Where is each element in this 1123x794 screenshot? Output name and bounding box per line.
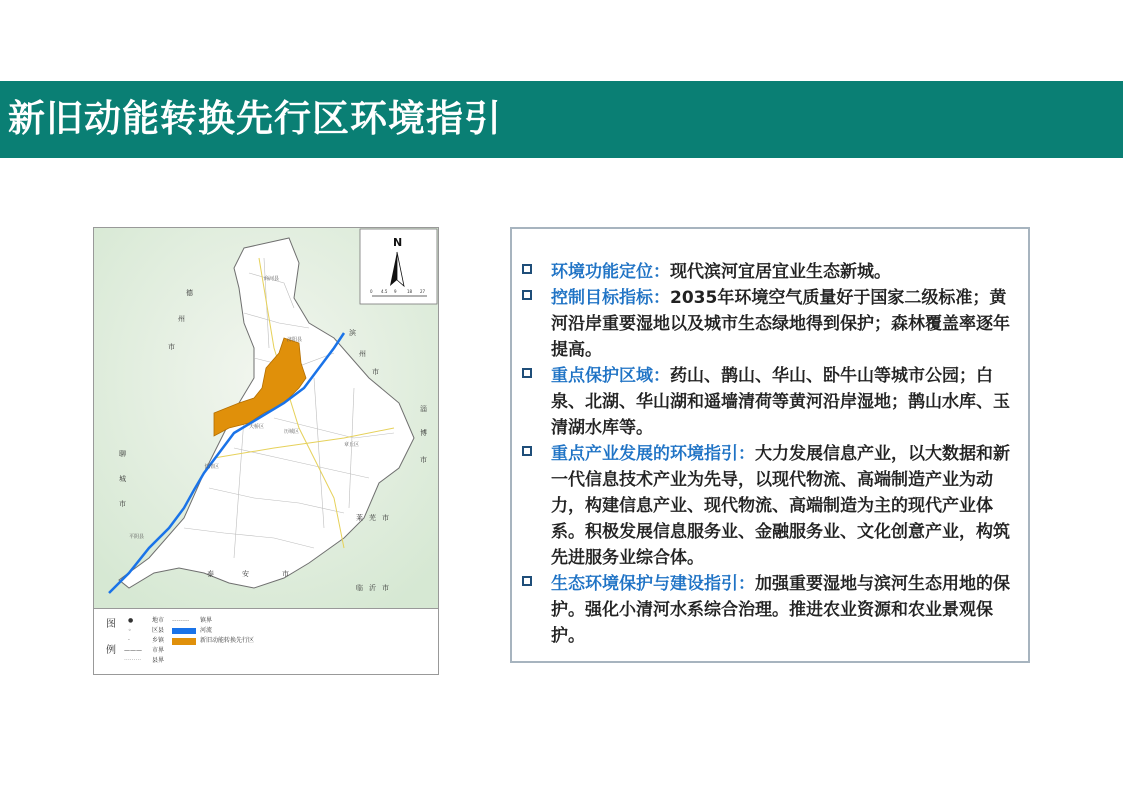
legend-town-border: 镇界 bbox=[200, 617, 213, 624]
item-body: 现代滨河宜居宜业生态新城。 bbox=[670, 262, 891, 282]
page-title: 新旧动能转换先行区环境指引 bbox=[8, 97, 502, 140]
map-figure bbox=[93, 227, 439, 675]
svg-text:德: 德 bbox=[186, 289, 193, 297]
square-bullet-icon bbox=[522, 290, 532, 300]
item-heading: 重点保护区域： bbox=[551, 366, 670, 386]
item-heading: 生态环境保护与建设指引： bbox=[551, 574, 755, 594]
square-bullet-icon bbox=[522, 368, 532, 378]
svg-text:济阳县: 济阳县 bbox=[287, 337, 303, 343]
legend-city-border: 市界 bbox=[152, 647, 165, 654]
legend-river: 河流 bbox=[200, 627, 213, 634]
item-body: 2035年环境空气质量好于国家二级标准；黄河沿岸重要湿地以及城市生态绿地得到保护；森林覆盖率逐年提高。 bbox=[551, 288, 1010, 360]
svg-text:州: 州 bbox=[178, 315, 185, 323]
svg-text:市: 市 bbox=[382, 514, 389, 522]
guideline-panel bbox=[510, 227, 1030, 663]
svg-text:4.5: 4.5 bbox=[381, 289, 388, 294]
item-heading: 环境功能定位： bbox=[551, 262, 670, 282]
svg-text:泰: 泰 bbox=[207, 570, 214, 578]
item-body: 药山、鹊山、华山、卧牛山等城市公园；白泉、北湖、华山湖和遥墙清荷等黄河沿岸湿地；鹊山水库、玉清湖水库等。 bbox=[551, 366, 1010, 438]
square-bullet-icon bbox=[522, 446, 532, 456]
svg-text:博: 博 bbox=[420, 429, 427, 437]
svg-text:市: 市 bbox=[119, 500, 126, 508]
svg-text:滨: 滨 bbox=[349, 329, 356, 337]
legend-zone-symbol bbox=[172, 638, 196, 645]
svg-text:历城区: 历城区 bbox=[284, 429, 300, 435]
svg-text:莱: 莱 bbox=[356, 514, 363, 522]
svg-text:市: 市 bbox=[420, 456, 427, 464]
legend-city-border-symbol: ——— bbox=[124, 647, 142, 654]
svg-text:芜: 芜 bbox=[369, 514, 376, 522]
legend-city: 地市 bbox=[152, 617, 165, 624]
svg-text:商河县: 商河县 bbox=[264, 276, 280, 282]
square-bullet-icon bbox=[522, 264, 532, 274]
square-bullet-icon bbox=[522, 576, 532, 586]
svg-text:长清区: 长清区 bbox=[204, 464, 220, 470]
svg-text:州: 州 bbox=[359, 350, 366, 358]
svg-text:市: 市 bbox=[382, 584, 389, 592]
item-heading: 控制目标指标： bbox=[551, 288, 670, 308]
item-heading: 重点产业发展的环境指引： bbox=[551, 444, 755, 464]
north-arrow bbox=[360, 229, 437, 304]
legend-town-border-symbol: -------- bbox=[172, 617, 190, 624]
svg-text:平阴县: 平阴县 bbox=[129, 534, 145, 540]
svg-text:临: 临 bbox=[356, 584, 363, 592]
legend-county-border-symbol: ········· bbox=[124, 657, 142, 664]
legend-heading-1: 图 bbox=[106, 619, 116, 630]
svg-text:天桥区: 天桥区 bbox=[249, 424, 265, 430]
item-body: 加强重要湿地与滨河生态用地的保护。强化小清河水系综合治理。推进农业资源和农业景观保护。 bbox=[551, 574, 1010, 646]
legend-town-symbol: · bbox=[128, 637, 130, 644]
svg-text:城: 城 bbox=[119, 475, 126, 483]
item-body: 大力发展信息产业，以大数据和新一代信息技术产业为先导，以现代物流、高端制造产业为动力，构建信息产业、现代物流、高端制造为主的现代产业体系。积极发展信息服务业、金融服务业、文化创意产业，构筑先进服务业综合体。 bbox=[551, 444, 1010, 568]
svg-text:沂: 沂 bbox=[369, 584, 376, 592]
svg-text:市: 市 bbox=[168, 343, 175, 351]
legend-zone: 新旧动能转换先行区 bbox=[200, 637, 255, 644]
legend-city-symbol: ● bbox=[128, 617, 134, 624]
map-image bbox=[94, 228, 438, 608]
svg-text:9: 9 bbox=[394, 289, 397, 294]
svg-text:0: 0 bbox=[370, 289, 373, 294]
svg-text:聊: 聊 bbox=[119, 450, 126, 458]
legend-county-symbol: ◦ bbox=[128, 627, 132, 634]
svg-text:章丘区: 章丘区 bbox=[344, 442, 360, 448]
svg-text:安: 安 bbox=[242, 570, 249, 578]
svg-text:淄: 淄 bbox=[420, 405, 427, 413]
legend-county-border: 县界 bbox=[152, 657, 165, 664]
svg-text:N: N bbox=[393, 236, 403, 249]
title-bar bbox=[0, 81, 1123, 158]
legend-river-symbol bbox=[172, 628, 196, 634]
svg-text:市: 市 bbox=[282, 570, 289, 578]
legend-heading-2: 例 bbox=[106, 645, 116, 656]
svg-text:18: 18 bbox=[407, 289, 413, 294]
legend-town: 乡镇 bbox=[152, 637, 165, 644]
legend-county: 区县 bbox=[152, 627, 165, 634]
svg-text:27: 27 bbox=[420, 289, 426, 294]
svg-text:市: 市 bbox=[372, 368, 379, 376]
map-legend bbox=[94, 608, 438, 675]
